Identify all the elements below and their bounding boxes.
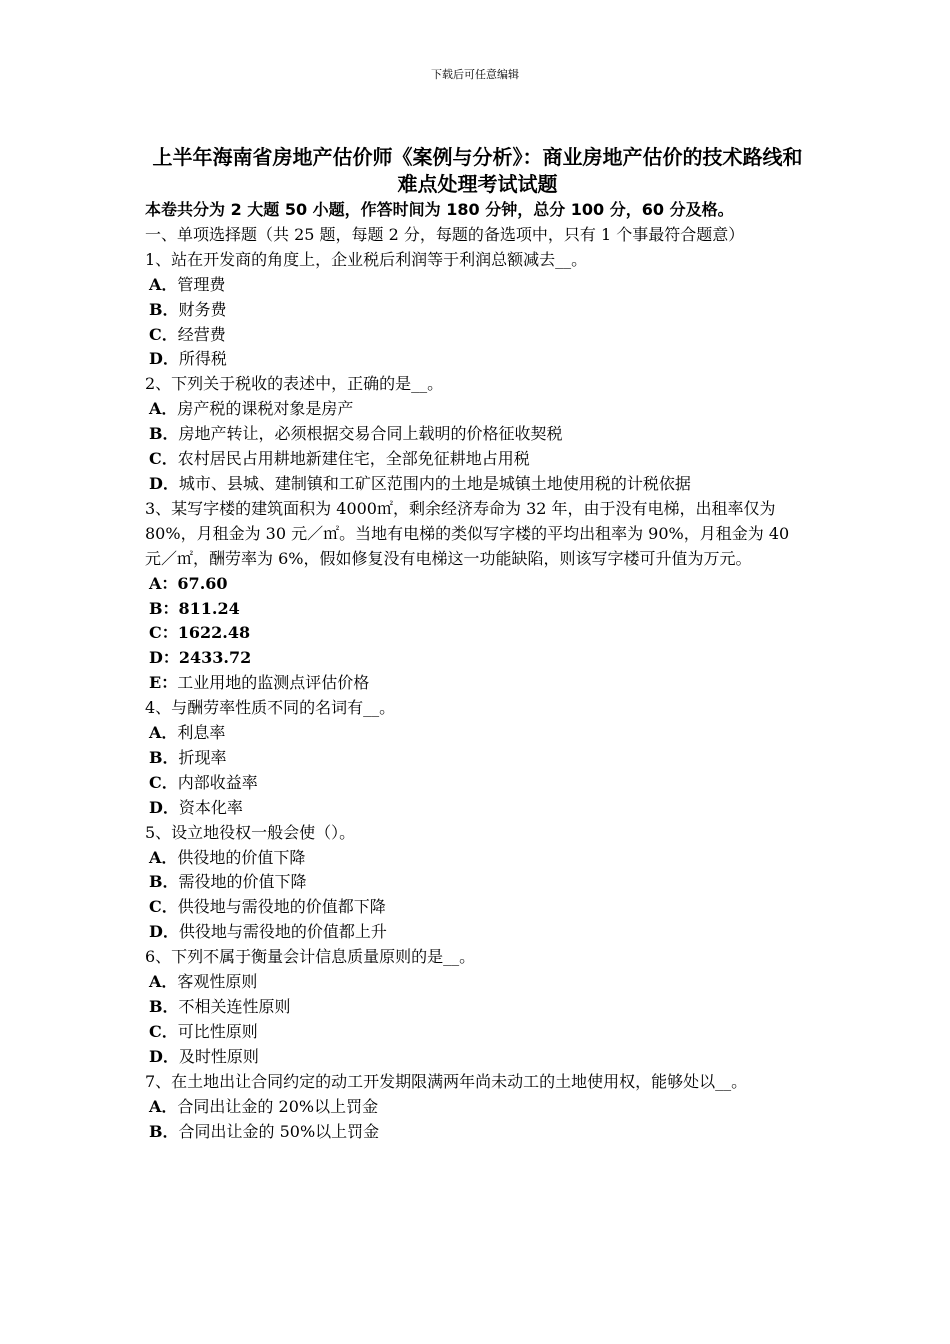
- option-text: 客观性原则: [177, 972, 258, 992]
- option-5b: [145, 870, 810, 895]
- option-text: 房产税的课税对象是房产: [177, 399, 354, 419]
- option-text: 财务费: [178, 299, 227, 319]
- option-key: A．: [149, 399, 178, 419]
- option-key: D．: [149, 922, 179, 942]
- question-7: 7、在土地出让合同约定的动工开发期限满两年尚未动工的土地使用权，能够处以__。: [145, 1071, 748, 1091]
- option-6d: [145, 1045, 810, 1070]
- document-title: 上半年海南省房地产估价师《案例与分析》：商业房地产估价的技术路线和难点处理考试试题: [152, 145, 803, 196]
- question-1: 1、站在开发商的角度上，企业税后利润等于利润总额减去__。: [145, 249, 588, 269]
- question-2: 2、下列关于税收的表述中，正确的是__。: [145, 374, 444, 394]
- option-key: B．: [149, 1121, 179, 1141]
- exam-intro: 本卷共分为 2 大题 50 小题，作答时间为 180 分钟，总分 100 分，60 分及格。: [145, 200, 734, 219]
- option-4a: [145, 721, 810, 746]
- option-key: C：: [149, 623, 178, 643]
- option-text: 经营费: [177, 324, 226, 344]
- option-key: A．: [149, 274, 178, 294]
- option-5a: [145, 846, 810, 871]
- option-text: 管理费: [177, 274, 226, 294]
- option-key: B．: [149, 299, 179, 319]
- option-key: A．: [149, 723, 178, 743]
- option-key: A．: [149, 972, 178, 992]
- question-3: 3、某写字楼的建筑面积为 4000㎡，剩余经济寿命为 32 年，由于没有电梯，出租率仅为 80%，月租金为 30 元／㎡。当地有电梯的类似写字楼的平均出租率为 90%，月租金为 40 元／㎡，酬劳率为 6%，假如修复没有电梯这一功能缺陷，则该写字楼可升值为万元。: [145, 498, 790, 568]
- section-heading: 一、单项选择题（共 25 题，每题 2 分，每题的备选项中，只有 1 个事最符合题意）: [145, 224, 745, 244]
- option-text: 供役地与需役地的价值都下降: [177, 897, 386, 917]
- option-key: D．: [149, 1046, 179, 1066]
- option-text: 农村居民占用耕地新建住宅，全部免征耕地占用税: [177, 449, 530, 469]
- option-text: 利息率: [177, 723, 226, 743]
- option-key: A．: [149, 1096, 178, 1116]
- option-key: B．: [149, 747, 179, 767]
- option-text: 所得税: [178, 349, 227, 369]
- option-1d: [145, 347, 810, 372]
- option-2c: [145, 447, 810, 472]
- option-key: B：: [149, 598, 179, 618]
- option-key: B．: [149, 424, 179, 444]
- option-text: 供役地与需役地的价值都上升: [178, 922, 387, 942]
- option-text: 可比性原则: [177, 1021, 258, 1041]
- option-3b: [145, 597, 810, 622]
- question-6: 6、下列不属于衡量会计信息质量原则的是__。: [145, 947, 476, 967]
- option-text: 供役地的价值下降: [177, 847, 306, 867]
- question-5: 5、设立地役权一般会使（）。: [145, 822, 356, 842]
- option-key: E：: [149, 673, 178, 693]
- option-key: D．: [149, 349, 179, 369]
- option-text: 2433.72: [178, 648, 252, 668]
- option-key: D：: [149, 648, 179, 668]
- document-body: [145, 198, 810, 1144]
- option-1a: [145, 273, 810, 298]
- option-4c: [145, 771, 810, 796]
- option-7a: [145, 1095, 810, 1120]
- option-key: A．: [149, 847, 178, 867]
- option-text: 折现率: [178, 747, 227, 767]
- option-key: C．: [149, 449, 178, 469]
- option-5d: [145, 920, 810, 945]
- option-text: 工业用地的监测点评估价格: [177, 673, 370, 693]
- option-3d: [145, 646, 810, 671]
- option-text: 房地产转让，必须根据交易合同上载明的价格征收契税: [178, 424, 563, 444]
- option-2a: [145, 397, 810, 422]
- option-text: 不相关连性原则: [178, 997, 291, 1016]
- option-text: 1622.48: [177, 623, 251, 643]
- option-text: 资本化率: [178, 797, 243, 817]
- option-key: B．: [149, 997, 179, 1016]
- option-text: 内部收益率: [177, 772, 258, 792]
- option-key: B．: [149, 872, 179, 892]
- option-text: 及时性原则: [178, 1046, 259, 1066]
- option-6c: [145, 1020, 810, 1045]
- option-3c: [145, 621, 810, 646]
- option-key: C．: [149, 897, 178, 917]
- option-2d: [145, 472, 810, 497]
- option-text: 城市、县城、建制镇和工矿区范围内的土地是城镇土地使用税的计税依据: [178, 473, 691, 493]
- option-3a: [145, 572, 810, 597]
- option-key: A：: [149, 573, 178, 593]
- option-key: D．: [149, 797, 179, 817]
- option-2b: [145, 422, 810, 447]
- option-key: C．: [149, 772, 178, 792]
- option-4d: [145, 796, 810, 821]
- option-text: 合同出让金的 20%以上罚金: [177, 1096, 379, 1116]
- option-6a: [145, 970, 810, 995]
- option-key: C．: [149, 324, 178, 344]
- option-text: 811.24: [178, 598, 240, 618]
- question-4: 4、与酬劳率性质不同的名词有__。: [145, 698, 396, 718]
- option-7b: [145, 1120, 810, 1145]
- option-6b: [145, 995, 810, 1020]
- option-text: 合同出让金的 50%以上罚金: [178, 1121, 380, 1141]
- option-text: 需役地的价值下降: [178, 872, 307, 892]
- option-5c: [145, 895, 810, 920]
- option-1c: [145, 323, 810, 348]
- page-header: 下载后可任意编辑: [431, 68, 519, 81]
- option-key: D．: [149, 473, 179, 493]
- option-3e: [145, 671, 810, 696]
- option-key: C．: [149, 1021, 178, 1041]
- option-1b: [145, 298, 810, 323]
- option-text: 67.60: [177, 573, 228, 593]
- option-4b: [145, 746, 810, 771]
